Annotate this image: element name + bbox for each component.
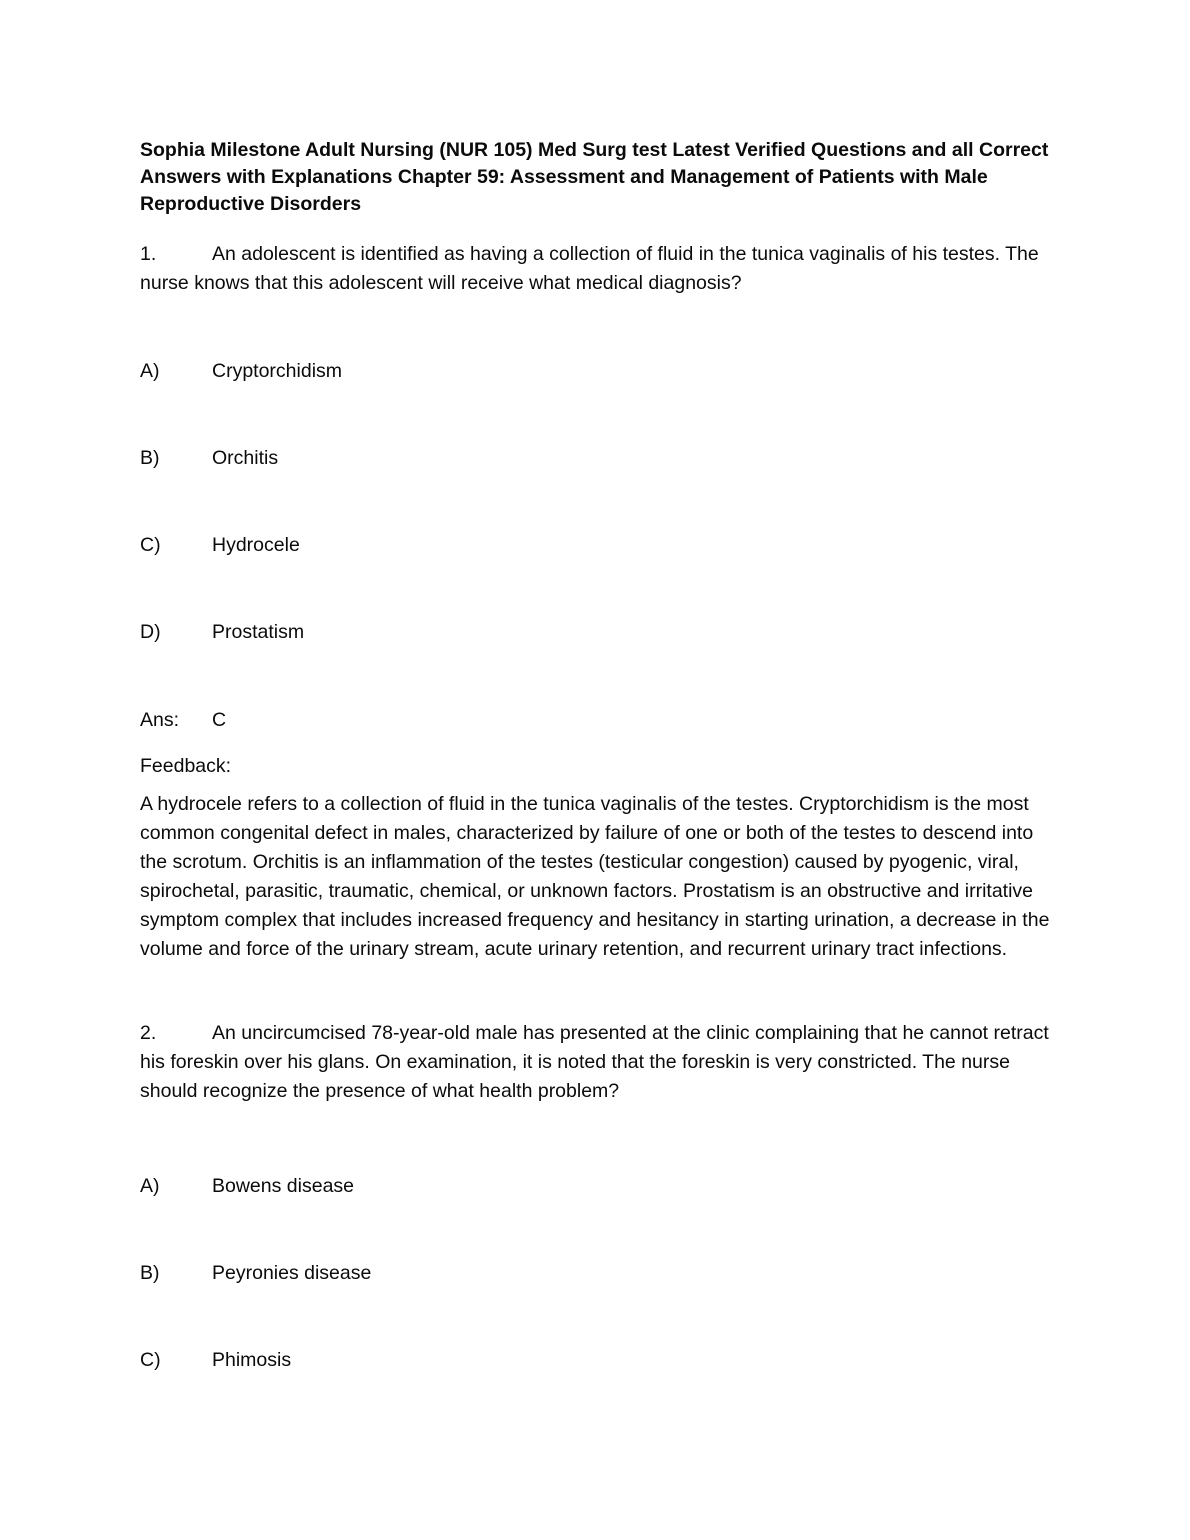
option-text: Bowens disease — [212, 1175, 355, 1197]
option-text: Peyronies disease — [212, 1262, 372, 1284]
question-1-text: An adolescent is identified as having a collection of fluid in the tunica vaginalis of his testes. The nurse knows that this adolescent will receive what medical diagnosis? — [140, 243, 1039, 294]
question-1-option-a — [140, 357, 1052, 386]
option-text: Prostatism — [212, 621, 305, 643]
question-1-option-c — [140, 531, 1052, 560]
option-letter: C) — [140, 1349, 161, 1371]
question-2-text: An uncircumcised 78-year-old male has presented at the clinic complaining that he cannot retract his foreskin over his glans. On examination, it is noted that the foreskin is very constricted. The nurse should recognize the presence of what health problem? — [140, 1022, 1049, 1102]
question-2 — [140, 1019, 1052, 1106]
answer-value: C — [212, 709, 227, 731]
option-text: Cryptorchidism — [212, 360, 343, 382]
option-text: Phimosis — [212, 1349, 292, 1371]
option-letter: D) — [140, 621, 161, 643]
option-text: Hydrocele — [212, 534, 300, 556]
document-title: Sophia Milestone Adult Nursing (NUR 105) Med Surg test Latest Verified Questions and all Correct Answers with Explanations Chapter 59: Assessment and Management of Patients with Male Reproductive Disorders — [140, 139, 1049, 215]
option-letter: A) — [140, 360, 160, 382]
question-1-option-b — [140, 444, 1052, 473]
answer-label: Ans: — [140, 709, 180, 731]
option-letter: C) — [140, 534, 161, 556]
question-1-option-d — [140, 618, 1052, 647]
option-letter: B) — [140, 1262, 160, 1284]
question-1-number: 1. — [140, 243, 157, 265]
question-2-option-b — [140, 1259, 1052, 1288]
question-2-number: 2. — [140, 1022, 157, 1044]
option-letter: B) — [140, 447, 160, 469]
question-1-answer-line — [140, 706, 1052, 735]
question-2-option-a — [140, 1172, 1052, 1201]
option-text: Orchitis — [212, 447, 279, 469]
question-2-option-c — [140, 1346, 1052, 1375]
option-letter: A) — [140, 1175, 160, 1197]
feedback-label: Feedback: — [140, 755, 232, 777]
question-1-feedback: A hydrocele refers to a collection of fluid in the tunica vaginalis of the testes. Cryptorchidism is the most common congenital defect in males, characterized by failure of one or both of the testes to descend into the scrotum. Orchitis is an inflammation of the testes (testicular congestion) caused by pyogenic, viral, spirochetal, parasitic, traumatic, chemical, or unknown factors. Prostatism is an obstructive and irritative symptom complex that includes increased frequency and hesitancy in starting urination, a decrease in the volume and force of the urinary stream, acute urinary retention, and recurrent urinary tract infections. — [140, 793, 1050, 960]
question-1 — [140, 240, 1052, 298]
